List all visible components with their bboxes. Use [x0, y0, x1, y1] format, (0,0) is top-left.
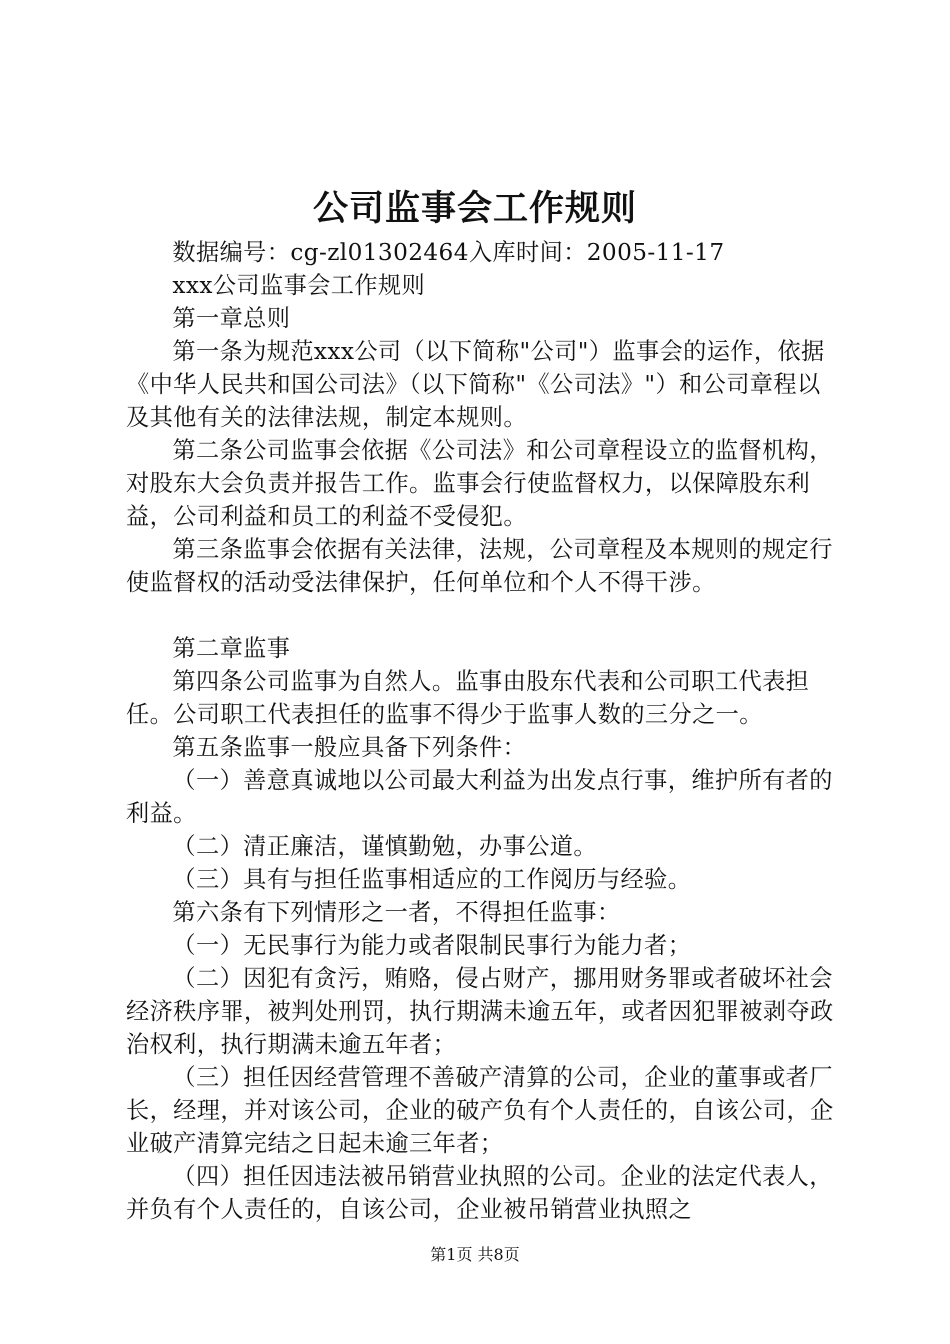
- article-paragraph: 第四条公司监事为自然人。监事由股东代表和公司职工代表担任。公司职工代表担任的监事不得少于监事人数的三分之一。: [126, 668, 810, 728]
- list-item: （三）担任因经营管理不善破产清算的公司，企业的董事或者厂长，经理，并对该公司，企业的破产负有个人责任的，自该公司，企业破产清算完结之日起未逾三年者；: [126, 1064, 834, 1157]
- list-item: （二）清正廉洁，谨慎勤勉，办事公道。: [172, 833, 597, 860]
- meta-line: 数据编号：cg-zl01302464入库时间：2005-11-17: [172, 239, 725, 266]
- list-item: （一）无民事行为能力或者限制民事行为能力者；: [172, 932, 692, 959]
- list-item: （三）具有与担任监事相适应的工作阅历与经验。: [172, 866, 692, 893]
- chapter-heading: 第二章监事: [172, 635, 291, 662]
- list-item: （一）善意真诚地以公司最大利益为出发点行事，维护所有者的利益。: [126, 767, 833, 827]
- article-paragraph: 第一条为规范xxx公司（以下简称"公司"）监事会的运作，依据《中华人民共和国公司法》（以下简称"《公司法》"）和公司章程以及其他有关的法律法规，制定本规则。: [126, 338, 825, 431]
- subtitle-line: xxx公司监事会工作规则: [172, 272, 426, 299]
- article-paragraph: 第三条监事会依据有关法律，法规，公司章程及本规则的规定行使监督权的活动受法律保护，任何单位和个人不得干涉。: [126, 536, 833, 596]
- list-item: （四）担任因违法被吊销营业执照的公司。企业的法定代表人，并负有个人责任的，自该公司，企业被吊销营业执照之: [126, 1163, 833, 1223]
- article-paragraph: 第五条监事一般应具备下列条件：: [172, 734, 527, 761]
- article-paragraph: 第六条有下列情形之一者，不得担任监事：: [172, 899, 621, 926]
- document-body: [126, 236, 836, 1226]
- document-title: 公司监事会工作规则: [312, 188, 637, 229]
- chapter-heading: 第一章总则: [172, 305, 291, 332]
- list-item: （二）因犯有贪污，贿赂，侵占财产，挪用财务罪或者破坏社会经济秩序罪，被判处刑罚，执行期满未逾五年，或者因犯罪被剥夺政治权利，执行期满未逾五年者；: [126, 965, 834, 1058]
- paragraph-spacer: [126, 599, 836, 632]
- page-number-footer: 第1页 共8页: [430, 1245, 520, 1264]
- article-paragraph: 第二条公司监事会依据《公司法》和公司章程设立的监督机构，对股东大会负责并报告工作。监事会行使监督权力，以保障股东利益，公司利益和员工的利益不受侵犯。: [126, 437, 833, 530]
